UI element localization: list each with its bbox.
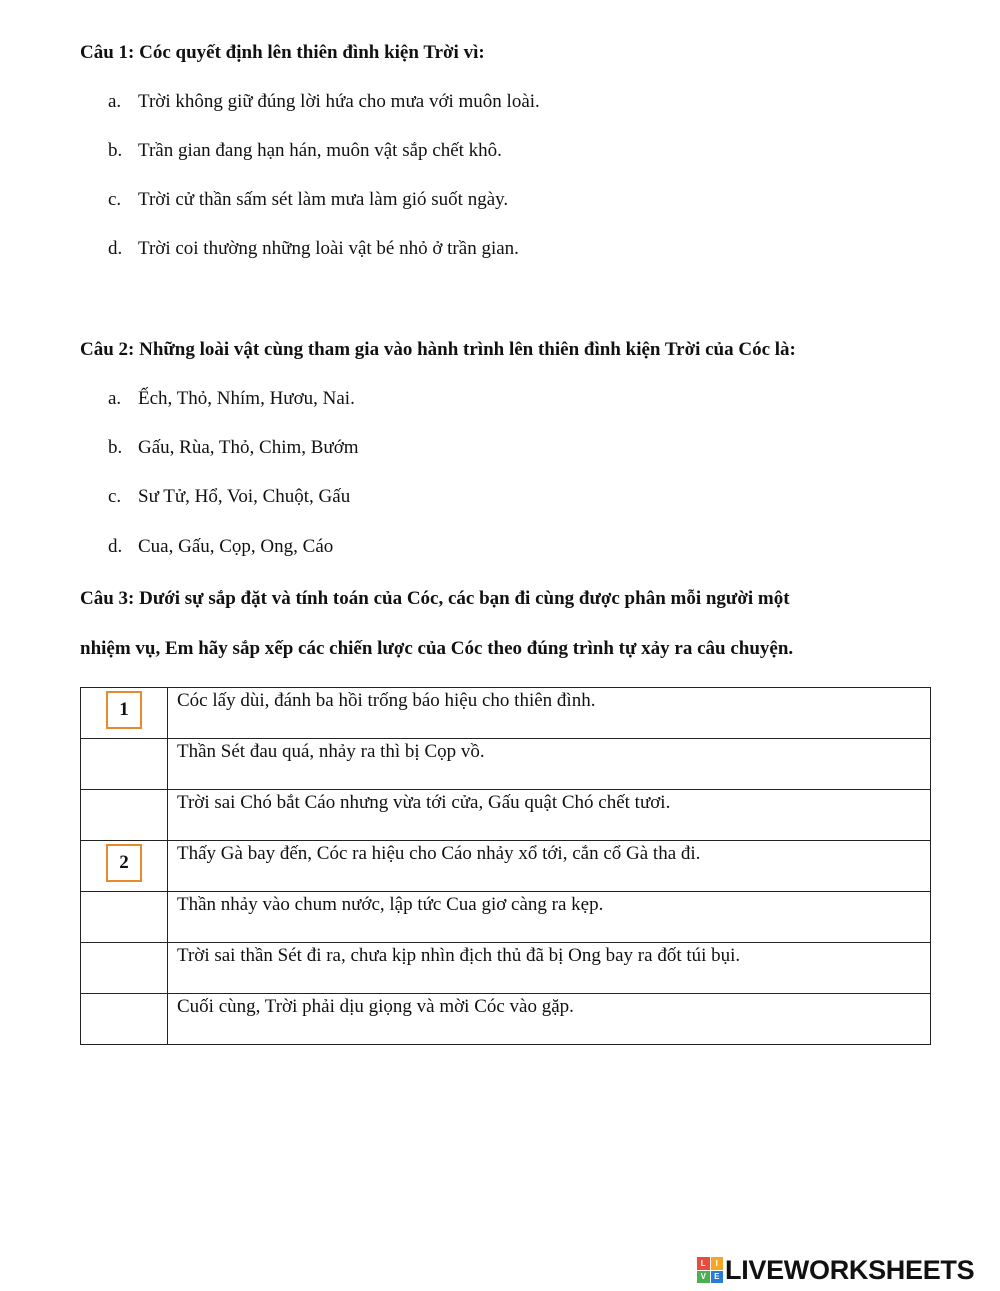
option-text: Gấu, Rùa, Thỏ, Chim, Bướm <box>138 437 359 458</box>
option-letter: d. <box>108 536 123 557</box>
question-3-title-line-2: nhiệm vụ, Em hãy sắp xếp các chiến lược của Cóc theo đúng trình tự xảy ra câu chuyện. <box>80 638 794 659</box>
order-cell[interactable] <box>81 994 168 1045</box>
order-cell[interactable] <box>81 892 168 943</box>
step-text: Trời sai thần Sét đi ra, chưa kịp nhìn địch thủ đã bị Ong bay ra đốt túi bụi. <box>168 943 931 994</box>
logo-mark-letter: L <box>697 1257 710 1270</box>
option-text: Sư Tử, Hổ, Voi, Chuột, Gấu <box>138 486 351 507</box>
step-text: Trời sai Chó bắt Cáo nhưng vừa tới cửa, Gấu quật Chó chết tươi. <box>168 790 931 841</box>
answer-box[interactable]: 2 <box>106 844 142 882</box>
option-text: Trần gian đang hạn hán, muôn vật sắp chết khô. <box>138 140 502 161</box>
option-letter: a. <box>108 91 122 112</box>
order-cell[interactable] <box>81 688 168 739</box>
step-text: Thần nhảy vào chum nước, lập tức Cua giơ càng ra kẹp. <box>168 892 931 943</box>
step-text: Cuối cùng, Trời phải dịu giọng và mời Cóc vào gặp. <box>168 994 931 1045</box>
option-letter: a. <box>108 388 122 409</box>
option-letter: d. <box>108 238 123 259</box>
logo-text: LIVEWORKSHEETS <box>725 1254 975 1285</box>
table-row <box>81 688 931 739</box>
order-cell[interactable] <box>81 943 168 994</box>
table-row <box>81 841 931 892</box>
question-3-title-line-1: Câu 3: Dưới sự sắp đặt và tính toán của Cóc, các bạn đi cùng được phân mỗi người một <box>80 588 790 609</box>
table-row <box>81 943 931 994</box>
logo-mark-letter: E <box>711 1271 724 1284</box>
question-2-option-d <box>108 536 333 558</box>
logo-mark-icon <box>697 1257 723 1283</box>
question-2-option-c <box>108 486 350 508</box>
table-row <box>81 892 931 943</box>
option-text: Trời cử thần sấm sét làm mưa làm gió suốt ngày. <box>138 189 509 210</box>
option-text: Trời không giữ đúng lời hứa cho mưa với muôn loài. <box>138 91 540 112</box>
table-row <box>81 994 931 1045</box>
logo-mark-letter: I <box>711 1257 724 1270</box>
question-2-option-b <box>108 437 359 459</box>
order-cell[interactable] <box>81 841 168 892</box>
question-2-option-a <box>108 388 355 410</box>
ordering-table <box>80 687 931 1045</box>
step-text: Thấy Gà bay đến, Cóc ra hiệu cho Cáo nhảy xổ tới, cắn cổ Gà tha đi. <box>168 841 931 892</box>
option-text: Trời coi thường những loài vật bé nhỏ ở trần gian. <box>138 238 519 259</box>
option-text: Cua, Gấu, Cọp, Ong, Cáo <box>138 536 334 557</box>
option-letter: b. <box>108 140 123 161</box>
question-1-option-a <box>108 91 540 113</box>
question-1-option-c <box>108 189 508 211</box>
table-row <box>81 790 931 841</box>
answer-box[interactable]: 1 <box>106 691 142 729</box>
order-cell[interactable] <box>81 739 168 790</box>
question-2-title: Câu 2: Những loài vật cùng tham gia vào hành trình lên thiên đình kiện Trời của Cóc là: <box>80 339 796 360</box>
option-letter: c. <box>108 486 122 507</box>
order-cell[interactable] <box>81 790 168 841</box>
question-1-title: Câu 1: Cóc quyết định lên thiên đình kiện Trời vì: <box>80 42 485 63</box>
option-letter: b. <box>108 437 123 458</box>
option-text: Ếch, Thỏ, Nhím, Hươu, Nai. <box>138 388 355 409</box>
step-text: Thần Sét đau quá, nhảy ra thì bị Cọp vồ. <box>168 739 931 790</box>
option-letter: c. <box>108 189 122 210</box>
step-text: Cóc lấy dùi, đánh ba hồi trống báo hiệu cho thiên đình. <box>168 688 931 739</box>
logo-mark-letter: V <box>697 1271 710 1284</box>
table-row <box>81 739 931 790</box>
question-1-option-b <box>108 140 502 162</box>
liveworksheets-logo <box>697 1254 974 1286</box>
question-1-option-d <box>108 238 519 260</box>
